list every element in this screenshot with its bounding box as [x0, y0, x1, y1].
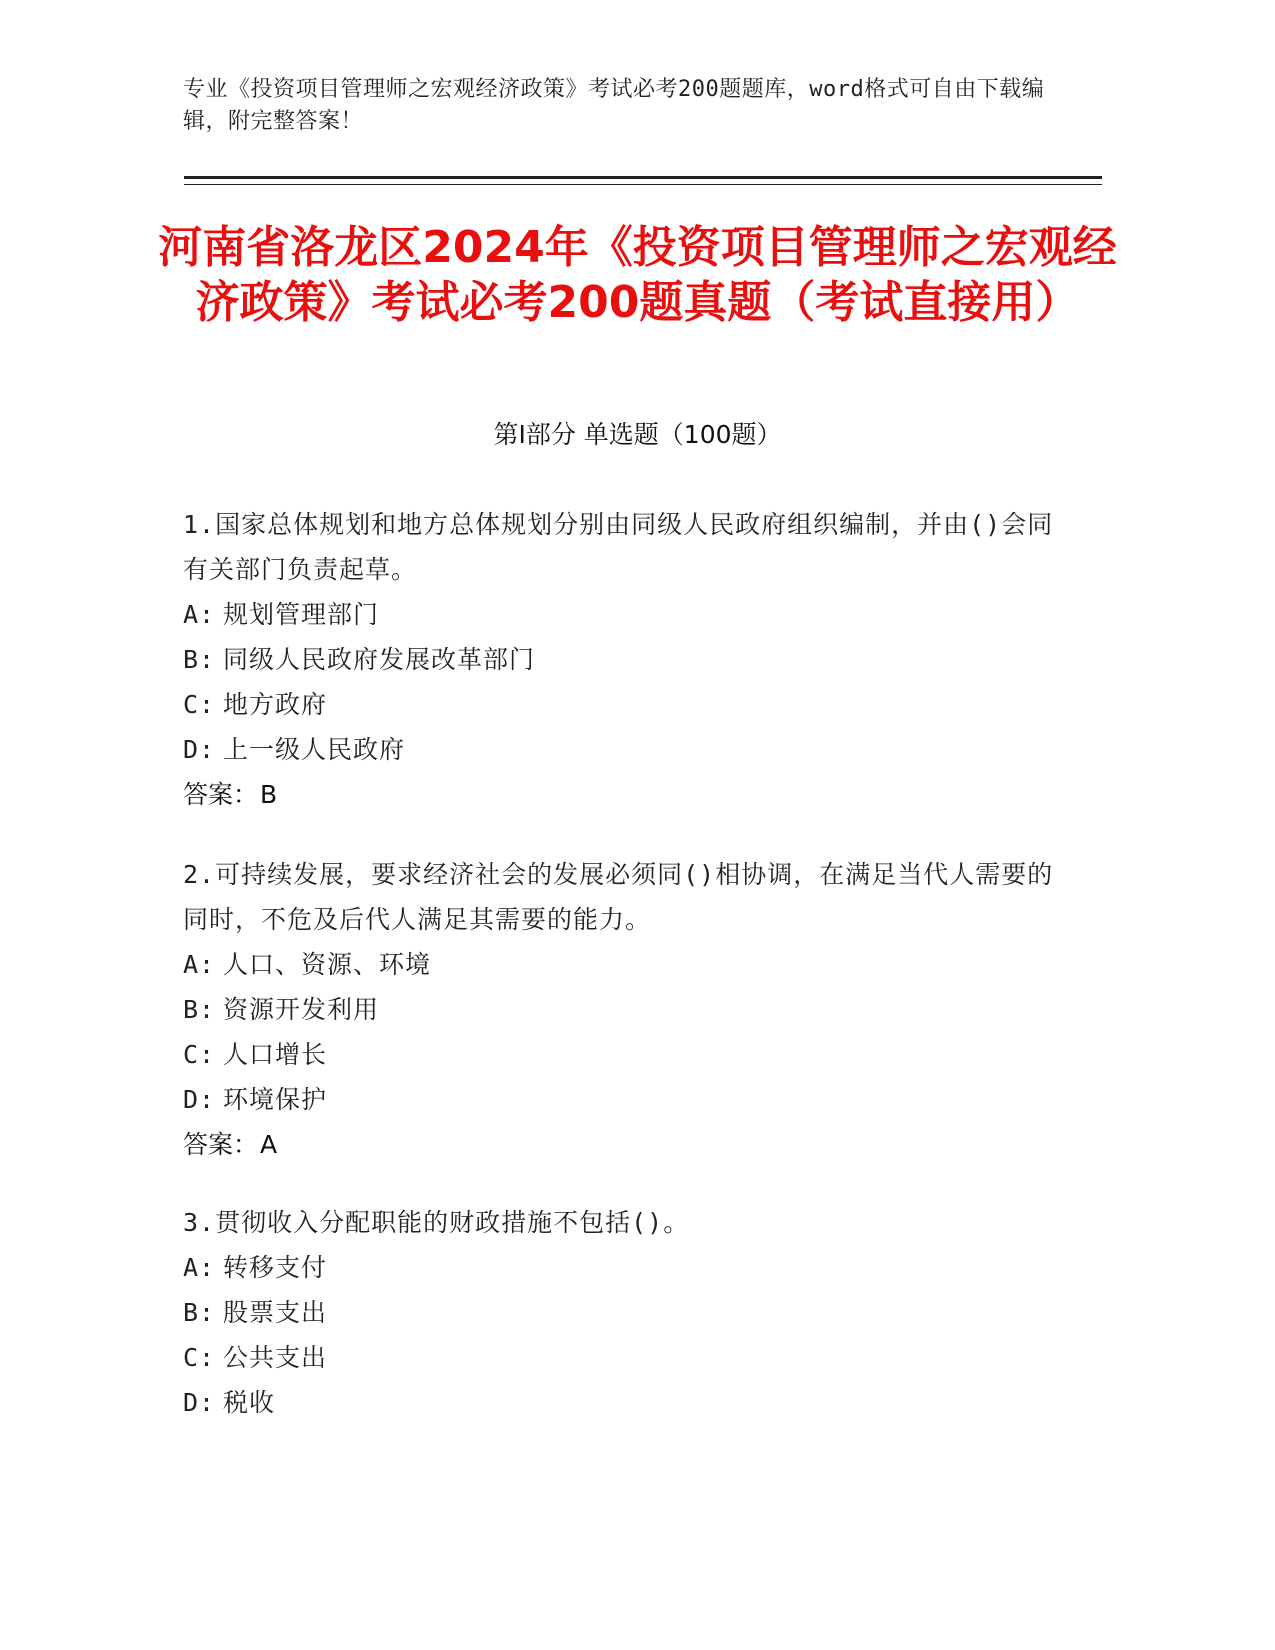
option-text: 资源开发利用	[223, 995, 380, 1024]
option-d	[183, 727, 1063, 772]
header-divider-thin	[184, 184, 1102, 185]
option-letter: B:	[183, 995, 216, 1024]
option-letter: A:	[183, 600, 216, 629]
option-text: 同级人民政府发展改革部门	[223, 645, 536, 674]
option-letter: C:	[183, 690, 216, 719]
option-b	[183, 637, 1063, 682]
option-a	[183, 592, 1063, 637]
answer-label: 答案：	[183, 1130, 259, 1159]
option-text: 股票支出	[223, 1298, 328, 1327]
answer-value: B	[260, 780, 278, 809]
option-text: 人口增长	[223, 1040, 328, 1069]
option-text: 公共支出	[223, 1343, 328, 1372]
option-text: 人口、资源、环境	[223, 950, 432, 979]
option-b	[183, 1290, 1063, 1335]
option-letter: D:	[183, 735, 216, 764]
option-letter: B:	[183, 645, 216, 674]
option-letter: A:	[183, 1253, 216, 1282]
option-b	[183, 987, 1063, 1032]
option-text: 税收	[223, 1388, 276, 1417]
answer-value: A	[260, 1130, 278, 1159]
option-letter: C:	[183, 1040, 216, 1069]
option-text: 规划管理部门	[223, 600, 380, 629]
header-note: 专业《投资项目管理师之宏观经济政策》考试必考200题题库，word格式可自由下载编辑，附完整答案！	[183, 77, 1045, 134]
option-c	[183, 1335, 1063, 1380]
option-letter: D:	[183, 1085, 216, 1114]
option-text: 地方政府	[223, 690, 328, 719]
question-3	[183, 1200, 1063, 1425]
option-d	[183, 1077, 1063, 1122]
question-stem: 3.贯彻收入分配职能的财政措施不包括()。	[183, 1208, 690, 1237]
answer-line	[183, 772, 1063, 817]
option-a	[183, 942, 1063, 987]
option-text: 转移支付	[223, 1253, 328, 1282]
option-letter: B:	[183, 1298, 216, 1327]
option-c	[183, 1032, 1063, 1077]
answer-line	[183, 1122, 1063, 1167]
option-letter: A:	[183, 950, 216, 979]
question-1	[183, 502, 1063, 817]
option-c	[183, 682, 1063, 727]
answer-label: 答案：	[183, 780, 259, 809]
option-text: 上一级人民政府	[223, 735, 406, 764]
question-stem: 2.可持续发展，要求经济社会的发展必须同()相协调，在满足当代人需要的同时，不危及后代人满足其需要的能力。	[183, 860, 1054, 934]
question-stem: 1.国家总体规划和地方总体规划分别由同级人民政府组织编制，并由()会同有关部门负责起草。	[183, 510, 1054, 584]
option-d	[183, 1380, 1063, 1425]
document-title: 河南省洛龙区2024年《投资项目管理师之宏观经济政策》考试必考200题真题（考试直接用）	[158, 222, 1117, 328]
header-divider-thick	[184, 176, 1102, 179]
option-letter: D:	[183, 1388, 216, 1417]
option-text: 环境保护	[223, 1085, 328, 1114]
option-a	[183, 1245, 1063, 1290]
option-letter: C:	[183, 1343, 216, 1372]
section-heading: 第I部分 单选题（100题）	[493, 420, 782, 449]
question-2	[183, 852, 1063, 1167]
